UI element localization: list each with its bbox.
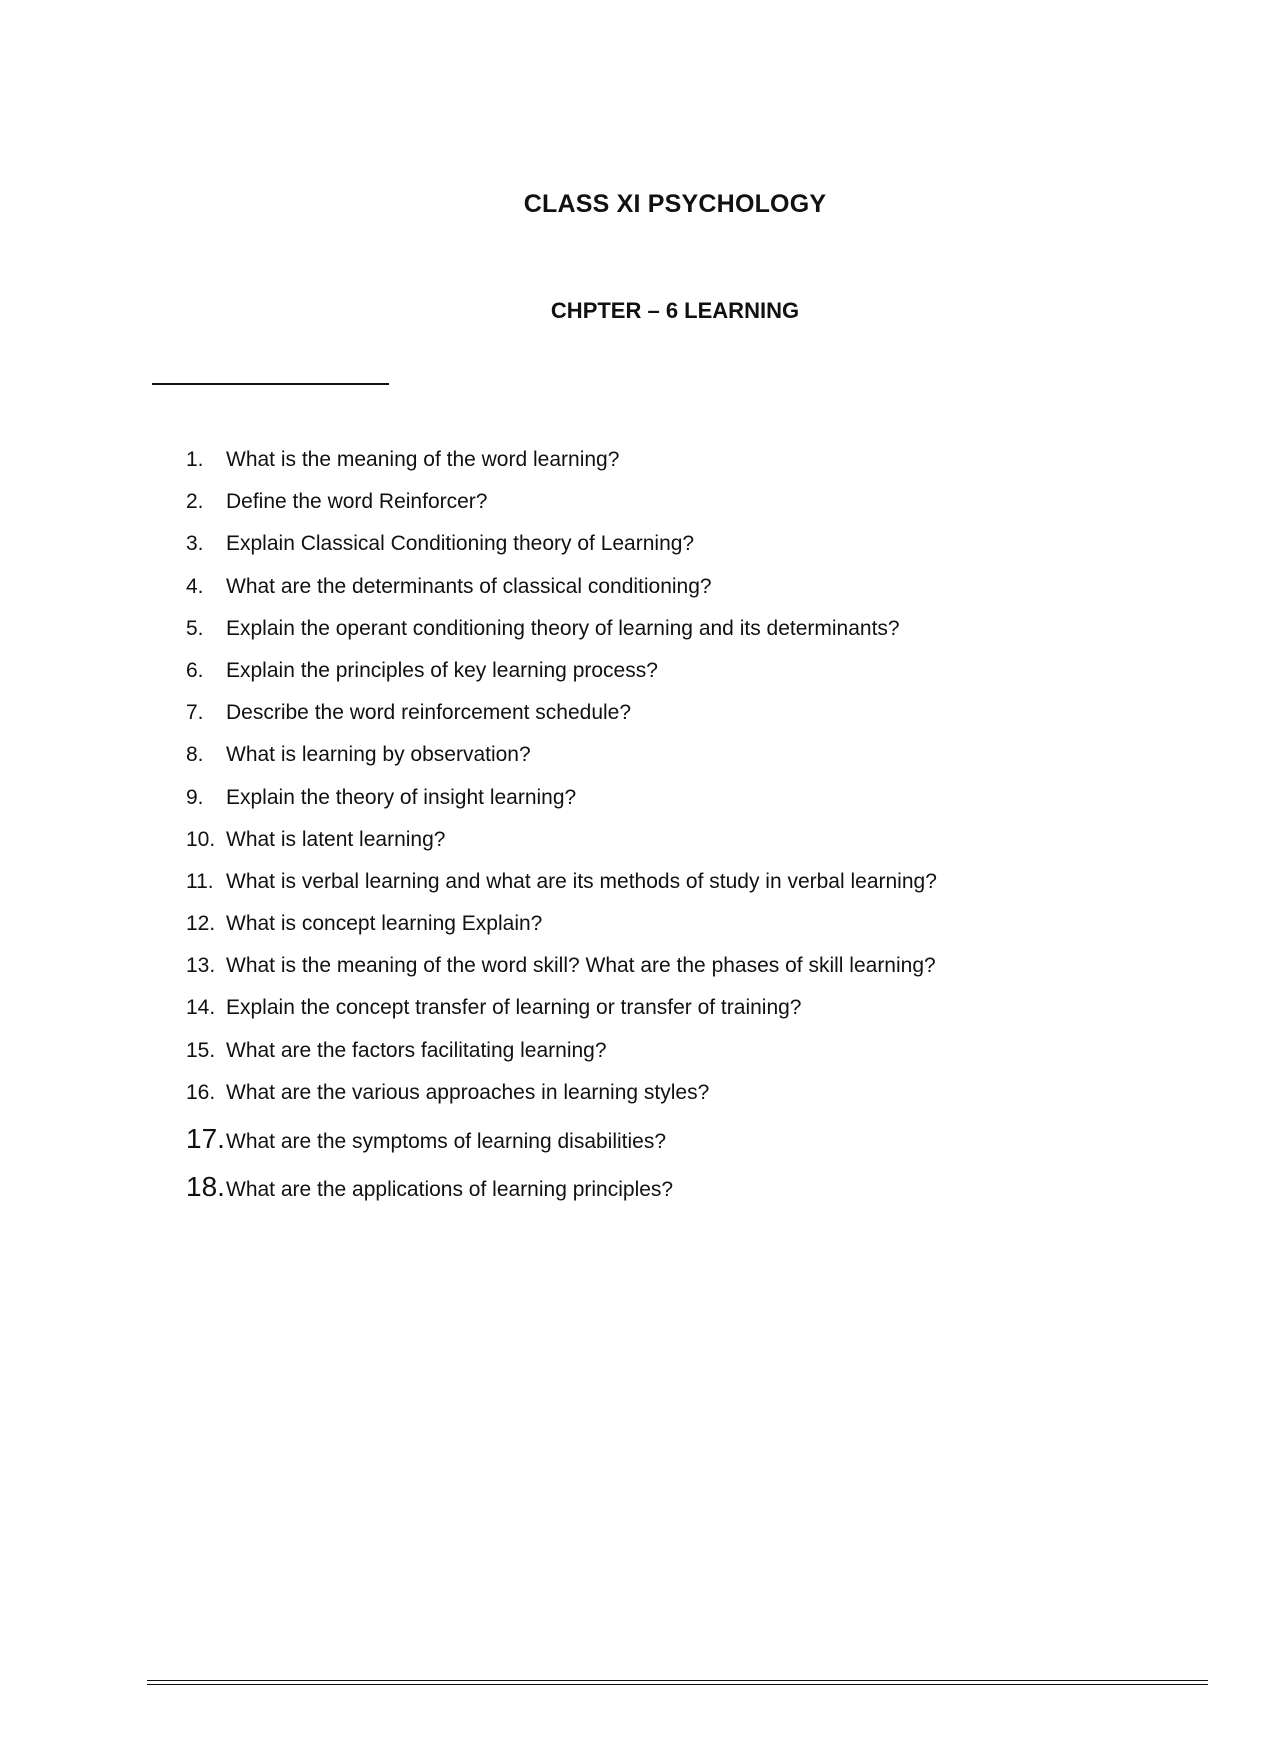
question-text: Define the word Reinforcer?	[226, 490, 488, 514]
question-text: What are the applications of learning principles?	[226, 1178, 674, 1201]
question-text: What is learning by observation?	[226, 743, 531, 767]
question-number: 8.	[186, 743, 204, 767]
question-item	[186, 870, 1186, 912]
question-item	[186, 701, 1186, 743]
question-number: 14.	[186, 996, 216, 1020]
question-item	[186, 1039, 1186, 1081]
question-text: Describe the word reinforcement schedule?	[226, 701, 632, 725]
question-number: 18.	[186, 1171, 225, 1202]
question-text: Explain the concept transfer of learning or transfer of training?	[226, 996, 802, 1020]
question-item	[186, 912, 1186, 954]
question-number: 7.	[186, 701, 204, 725]
question-item	[186, 532, 1186, 574]
question-item	[186, 828, 1186, 870]
question-text: Explain Classical Conditioning theory of Learning?	[226, 532, 695, 556]
document-title: CLASS XI PSYCHOLOGY	[523, 190, 827, 218]
question-item	[186, 954, 1186, 996]
question-text: What are the various approaches in learning styles?	[226, 1080, 710, 1104]
question-text: What are the determinants of classical conditioning?	[226, 574, 712, 598]
question-item	[186, 575, 1186, 617]
question-item	[186, 448, 1186, 490]
question-item	[186, 617, 1186, 659]
question-number: 17.	[186, 1123, 225, 1154]
question-number: 13.	[186, 954, 216, 978]
question-item	[186, 490, 1186, 532]
question-number: 6.	[186, 658, 204, 682]
question-text: Explain the operant conditioning theory of learning and its determinants?	[226, 616, 900, 640]
question-text: What is latent learning?	[226, 827, 446, 851]
question-text: What is the meaning of the word skill? What are the phases of skill learning?	[226, 954, 936, 978]
question-text: What is concept learning Explain?	[226, 912, 543, 936]
question-text: What is verbal learning and what are its methods of study in verbal learning?	[226, 869, 937, 893]
question-number: 9.	[186, 785, 204, 809]
question-text: What are the symptoms of learning disabilities?	[226, 1130, 667, 1153]
question-number: 10.	[186, 827, 216, 851]
question-list	[186, 448, 1186, 1219]
question-item	[186, 1123, 1186, 1171]
question-number: 15.	[186, 1038, 216, 1062]
question-text: What is the meaning of the word learning?	[226, 448, 620, 471]
question-number: 4.	[186, 574, 204, 598]
question-item	[186, 786, 1186, 828]
chapter-heading: CHPTER – 6 LEARNING	[550, 298, 800, 323]
question-number: 12.	[186, 912, 216, 936]
question-item	[186, 659, 1186, 701]
question-number: 1.	[186, 448, 204, 471]
question-number: 5.	[186, 616, 204, 640]
footer-double-rule	[147, 1680, 1208, 1685]
question-text: Explain the principles of key learning process?	[226, 658, 658, 682]
question-number: 3.	[186, 532, 204, 556]
question-item	[186, 1081, 1186, 1123]
question-item	[186, 743, 1186, 785]
heading-underline-rule	[152, 383, 389, 385]
question-number: 11.	[186, 869, 214, 893]
question-number: 2.	[186, 490, 204, 514]
question-text: What are the factors facilitating learning?	[226, 1038, 607, 1062]
question-item	[186, 1171, 1186, 1219]
question-number: 16.	[186, 1080, 216, 1104]
question-text: Explain the theory of insight learning?	[226, 785, 577, 809]
question-item	[186, 996, 1186, 1038]
